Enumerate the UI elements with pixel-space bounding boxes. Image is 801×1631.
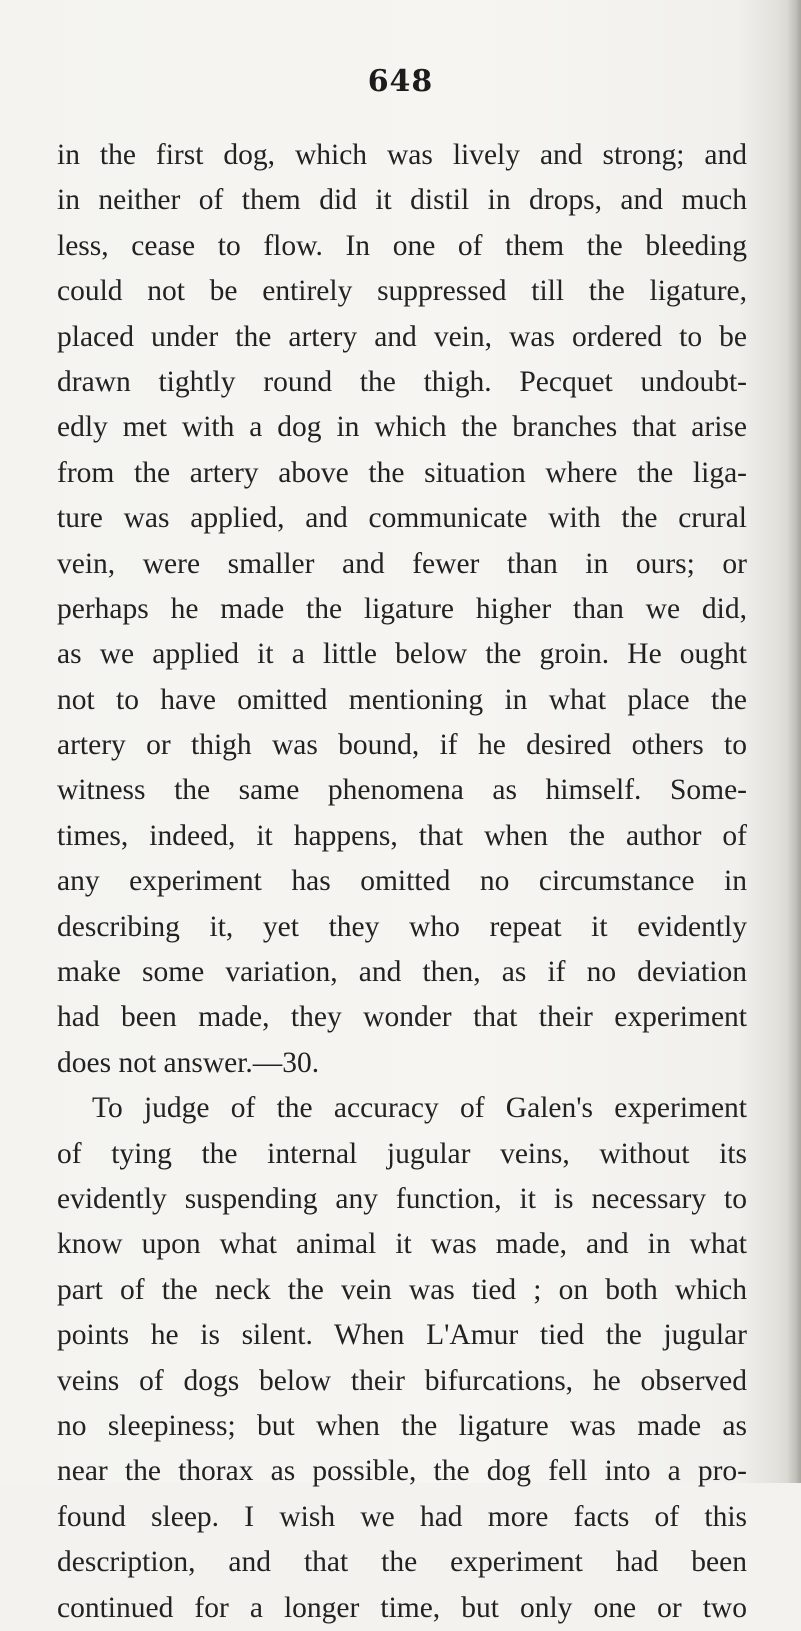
text-line: edly met with a dog in which the branches that arise	[57, 411, 747, 444]
text-line: To judge of the accuracy of Galen's experiment	[92, 1092, 747, 1125]
text-line: points he is silent. When L'Amur tied the jugular	[57, 1319, 747, 1352]
text-line: ture was applied, and communicate with the crural	[57, 502, 747, 535]
text-line: does not answer.—30.	[57, 1046, 320, 1079]
text-line: artery or thigh was bound, if he desired others to	[57, 729, 747, 762]
text-line: make some variation, and then, as if no deviation	[57, 956, 747, 989]
text-line: continued for a longer time, but only one or two	[57, 1591, 747, 1624]
text-line: vein, were smaller and fewer than in ours; or	[57, 547, 747, 580]
text-line: found sleep. I wish we had more facts of this	[57, 1500, 747, 1533]
text-line: no sleepiness; but when the ligature was made as	[57, 1409, 747, 1442]
text-line: in neither of them did it distil in drops, and much	[57, 184, 747, 217]
text-line: less, cease to flow. In one of them the bleeding	[57, 229, 747, 262]
text-line: part of the neck the vein was tied ; on both which	[57, 1273, 747, 1306]
text-line: description, and that the experiment had been	[57, 1546, 747, 1579]
text-line: of tying the internal jugular veins, without its	[57, 1137, 747, 1170]
text-line: evidently suspending any function, it is necessary to	[57, 1182, 747, 1215]
text-line: as we applied it a little below the groin. He ought	[57, 638, 747, 671]
text-line: drawn tightly round the thigh. Pecquet undoubt-	[57, 365, 747, 398]
text-line: had been made, they wonder that their experiment	[57, 1001, 747, 1034]
page-number: 648	[367, 64, 434, 99]
text-line: in the first dog, which was lively and strong; and	[57, 139, 747, 171]
text-line: near the thorax as possible, the dog fell into a pro-	[57, 1455, 747, 1488]
text-line: perhaps he made the ligature higher than we did,	[57, 592, 747, 625]
text-line: any experiment has omitted no circumstance in	[57, 865, 747, 898]
text-line: times, indeed, it happens, that when the author of	[57, 819, 747, 852]
text-line: veins of dogs below their bifurcations, he observed	[57, 1364, 747, 1397]
text-line: know upon what animal it was made, and in what	[57, 1228, 747, 1261]
text-line: from the artery above the situation where the liga-	[57, 456, 747, 489]
text-line: witness the same phenomena as himself. Some-	[57, 774, 747, 807]
text-line: describing it, yet they who repeat it evidently	[57, 910, 747, 943]
text-line: placed under the artery and vein, was ordered to be	[57, 320, 747, 353]
page-edge-shadow	[787, 0, 801, 1483]
text-line: could not be entirely suppressed till the ligature,	[57, 275, 747, 308]
text-line: not to have omitted mentioning in what place the	[57, 683, 747, 716]
body-text	[57, 133, 747, 1631]
